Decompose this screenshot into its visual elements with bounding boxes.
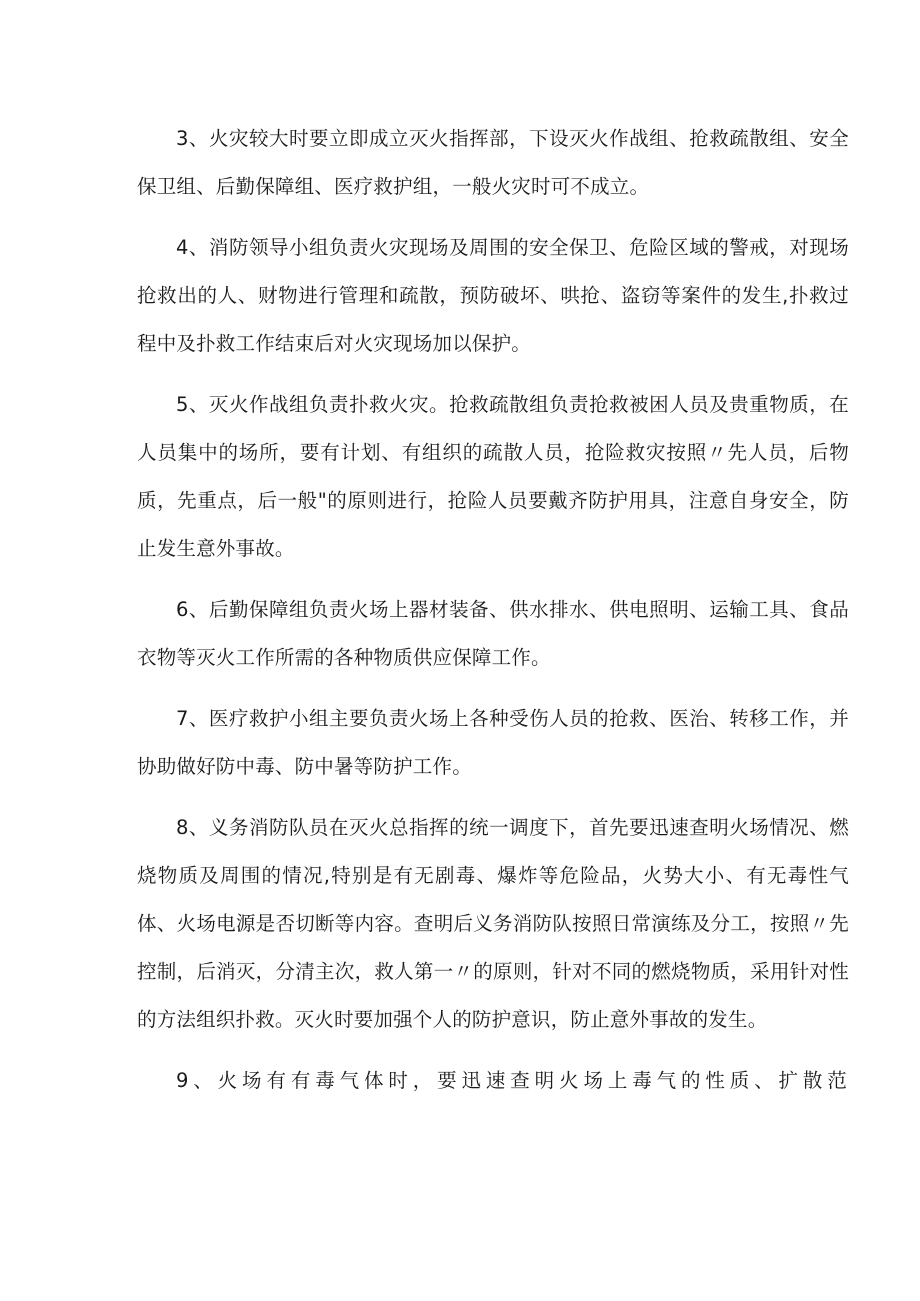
paragraph-item-7: 7、医疗救护小组主要负责火场上各种受伤人员的抢救、医治、转移工作，并协助做好防中毒、防中暑等防护工作。	[137, 707, 849, 778]
paragraph-item-8: 8、义务消防队员在灭火总指挥的统一调度下，首先要迅速查明火场情况、燃烧物质及周围的情况,特别是有无剧毒、爆炸等危险品，火势大小、有无毒性气体、火场电源是否切断等内容。查明后义务消防队按照日常演练及分工，按照〃先控制，后消灭，分清主次，救人第一〃的原则，针对不同的燃烧物质，采用针对性的方法组织扑救。灭火时要加强个人的防护意识，防止意外事故的发生。	[137, 816, 849, 1031]
document-body	[137, 115, 849, 1118]
paragraph-item-9: 9、火场有有毒气体时，要迅速查明火场上毒气的性质、扩散范	[176, 1069, 849, 1092]
paragraph-item-4: 4、消防领导小组负责火灾现场及周围的安全保卫、危险区域的警戒，对现场抢救出的人、财物进行管理和疏散，预防破坏、哄抢、盗窃等案件的发生,扑救过程中及扑救工作结束后对火灾现场加以保护。	[137, 236, 849, 355]
paragraph-item-3: 3、火灾较大时要立即成立灭火指挥部，下设灭火作战组、抢救疏散组、安全保卫组、后勤保障组、医疗救护组，一般火灾时可不成立。	[137, 127, 849, 198]
paragraph-item-5: 5、灭火作战组负责扑救火灾。抢救疏散组负责抢救被困人员及贵重物质，在人员集中的场所，要有计划、有组织的疏散人员，抢险救灾按照〃先人员，后物质，先重点，后一般"的原则进行，抢险人员要戴齐防护用具，注意自身安全，防止发生意外事故。	[137, 393, 849, 560]
paragraph-item-6: 6、后勤保障组负责火场上器材装备、供水排水、供电照明、运输工具、食品衣物等灭火工作所需的各种物质供应保障工作。	[137, 598, 849, 669]
